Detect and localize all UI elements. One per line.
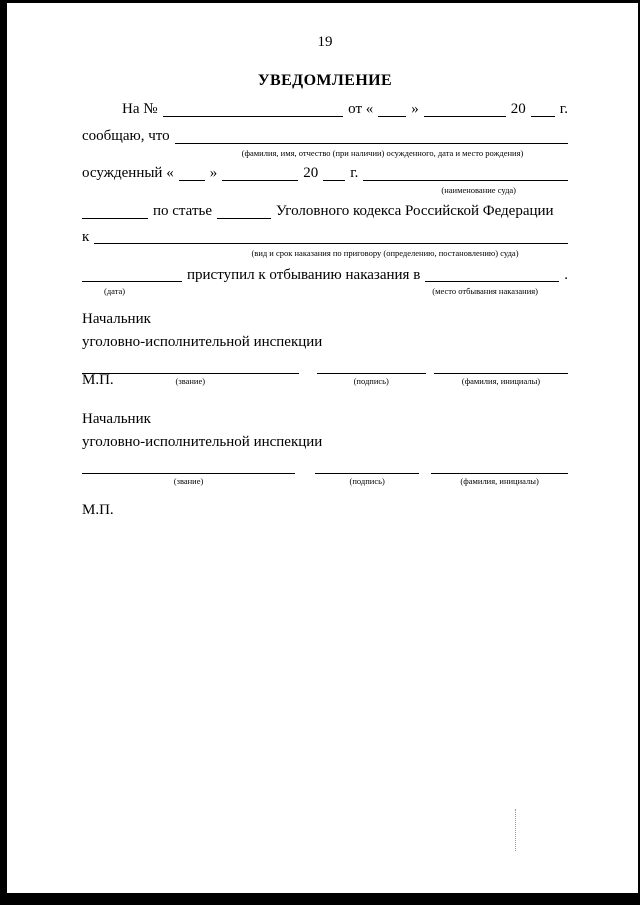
label-osuzhdenny: осужденный « xyxy=(82,164,174,181)
page-content xyxy=(7,3,638,519)
document-title: УВЕДОМЛЕНИЕ xyxy=(257,72,393,89)
caption-court: (наименование суда) xyxy=(441,184,516,195)
label-po-statye: по статье xyxy=(153,202,212,219)
label-na-no: На № xyxy=(122,101,158,118)
caption-rank-2: (звание) xyxy=(173,475,204,486)
label-soobshchayu: сообщаю, что xyxy=(82,127,170,144)
form-line-doc-number-date xyxy=(82,100,568,119)
label-pristupil: приступил к отбыванию наказания в xyxy=(187,266,421,283)
label-close-quote-2: » xyxy=(209,164,218,181)
label-god: г. xyxy=(559,101,568,118)
blank-sentence-year xyxy=(323,168,345,181)
chief-title-line1-block1: Начальник xyxy=(82,311,151,328)
blank-start-date xyxy=(82,269,182,282)
caption-fio: (фамилия, имя, отчество (при наличии) осужденного, дата и место рождения) xyxy=(241,147,524,158)
blank-court-continued xyxy=(82,206,148,219)
blank-serving-place xyxy=(425,269,559,282)
label-criminal-code: Уголовного кодекса Российской Федерации xyxy=(276,202,554,219)
blank-sentence-day xyxy=(179,168,205,181)
page-number: 19 xyxy=(317,34,333,50)
blank-doc-number xyxy=(163,104,344,117)
caption-signature-2: (подпись) xyxy=(349,475,385,486)
form-line-soobshchayu xyxy=(82,127,568,146)
caption-place: (место отбывания наказания) xyxy=(432,286,538,297)
blank-day xyxy=(378,104,406,117)
blank-name-2 xyxy=(431,462,568,474)
blank-convict-name xyxy=(175,131,568,144)
blank-month xyxy=(424,104,506,117)
label-period: . xyxy=(564,266,568,283)
label-year-prefix: 20 xyxy=(510,101,526,118)
blank-signature-2 xyxy=(315,462,419,474)
form-line-osuzhdenny xyxy=(82,164,568,183)
signature-line-block1 xyxy=(82,362,568,374)
signature-captions-block2 xyxy=(82,476,568,486)
scan-artifact xyxy=(515,809,516,851)
chief-title-line2-block2: уголовно-исполнительной инспекции xyxy=(82,433,323,450)
mp-stamp-label-1: М.П. xyxy=(82,371,114,388)
caption-signature-1: (подпись) xyxy=(353,375,389,386)
blank-punishment xyxy=(94,231,568,244)
caption-name-2: (фамилия, инициалы) xyxy=(460,475,539,486)
chief-title-line1-block2: Начальник xyxy=(82,411,151,428)
blank-rank-1 xyxy=(82,362,299,374)
caption-date: (дата) xyxy=(104,286,126,297)
form-line-k xyxy=(82,228,568,247)
label-god-2: г. xyxy=(350,164,359,181)
blank-name-1 xyxy=(434,362,568,374)
mp-stamp-label-2: М.П. xyxy=(82,501,114,518)
label-ot-open-quote: от « xyxy=(348,101,374,118)
caption-punishment: (вид и срок наказания по приговору (определению, постановлению) суда) xyxy=(251,248,519,259)
blank-article-number xyxy=(217,206,271,219)
blank-rank-2 xyxy=(82,462,295,474)
signature-captions-block1 xyxy=(82,371,568,388)
label-year-prefix-2: 20 xyxy=(303,164,319,181)
caption-name-1: (фамилия, инициалы) xyxy=(461,375,541,386)
blank-signature-1 xyxy=(317,362,426,374)
form-line-pristupil xyxy=(82,266,568,285)
caption-rank-1: (звание) xyxy=(175,375,206,386)
label-close-quote: » xyxy=(411,101,419,118)
caption-date-place-row xyxy=(82,286,568,296)
chief-title-line2-block1: уголовно-исполнительной инспекции xyxy=(82,334,323,351)
blank-sentence-month xyxy=(222,168,298,181)
form-line-statya xyxy=(82,202,568,221)
blank-court-name xyxy=(363,168,568,181)
label-k: к xyxy=(82,228,90,245)
signature-line-block2 xyxy=(82,462,568,474)
blank-year xyxy=(531,104,555,117)
